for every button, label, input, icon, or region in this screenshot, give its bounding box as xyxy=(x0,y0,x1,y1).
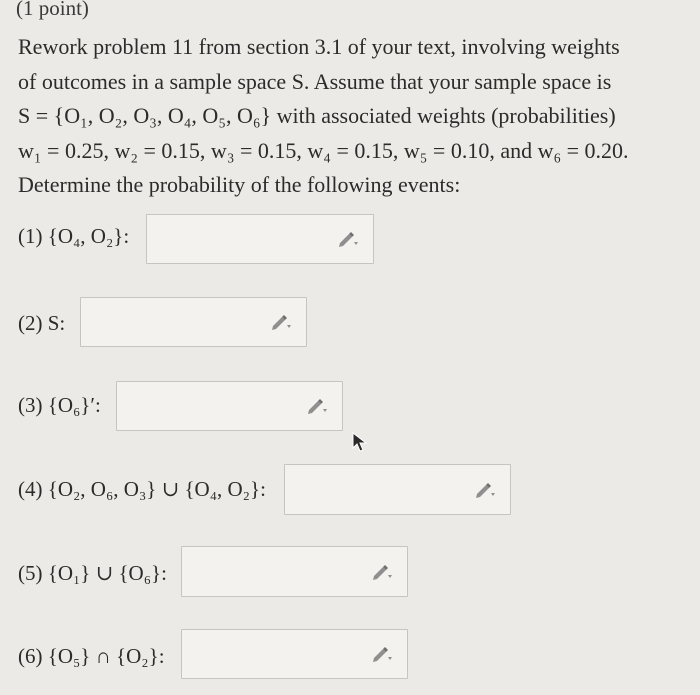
question-4-label: (4) {O₂, O₆, O₃} ∪ {O₄, O₂}: xyxy=(18,477,266,501)
pencil-icon[interactable] xyxy=(337,231,359,247)
question-5-label: (5) {O₁} ∪ {O₆}: xyxy=(18,561,167,585)
question-1-label: (1) {O₄, O₂}: xyxy=(18,224,130,248)
pencil-icon[interactable] xyxy=(474,482,496,498)
pencil-icon[interactable] xyxy=(306,398,328,414)
pencil-icon[interactable] xyxy=(371,564,393,580)
problem-line-5: Determine the probability of the following events: xyxy=(18,172,461,197)
problem-line-3: S = {O₁, O₂, O₃, O₄, O₅, O₆} with associated weights (probabilities) xyxy=(18,103,616,128)
question-2-label: (2) S: xyxy=(18,311,66,335)
answer-box-6[interactable] xyxy=(181,629,408,679)
answer-box-3[interactable] xyxy=(116,381,343,431)
answer-box-1[interactable] xyxy=(146,214,374,264)
problem-line-2: of outcomes in a sample space S. Assume that your sample space is xyxy=(18,68,612,94)
problem-line-1: Rework problem 11 from section 3.1 of your text, involving weights xyxy=(18,34,620,59)
answer-box-2[interactable] xyxy=(80,297,307,347)
answer-box-4[interactable] xyxy=(284,464,511,515)
question-6-label: (6) {O₅} ∩ {O₂}: xyxy=(18,644,165,668)
mouse-cursor-icon xyxy=(352,432,368,452)
problem-statement xyxy=(18,30,690,203)
pencil-icon[interactable] xyxy=(371,646,393,662)
problem-line-4: w₁ = 0.25, w₂ = 0.15, w₃ = 0.15, w₄ = 0.15, w₅ = 0.10, and w₆ = 0.20. xyxy=(18,137,629,163)
answer-box-5[interactable] xyxy=(181,546,408,597)
pencil-icon[interactable] xyxy=(270,314,292,330)
points-label: (1 point) xyxy=(16,0,89,20)
question-3-label: (3) {O₆}′: xyxy=(18,393,101,417)
